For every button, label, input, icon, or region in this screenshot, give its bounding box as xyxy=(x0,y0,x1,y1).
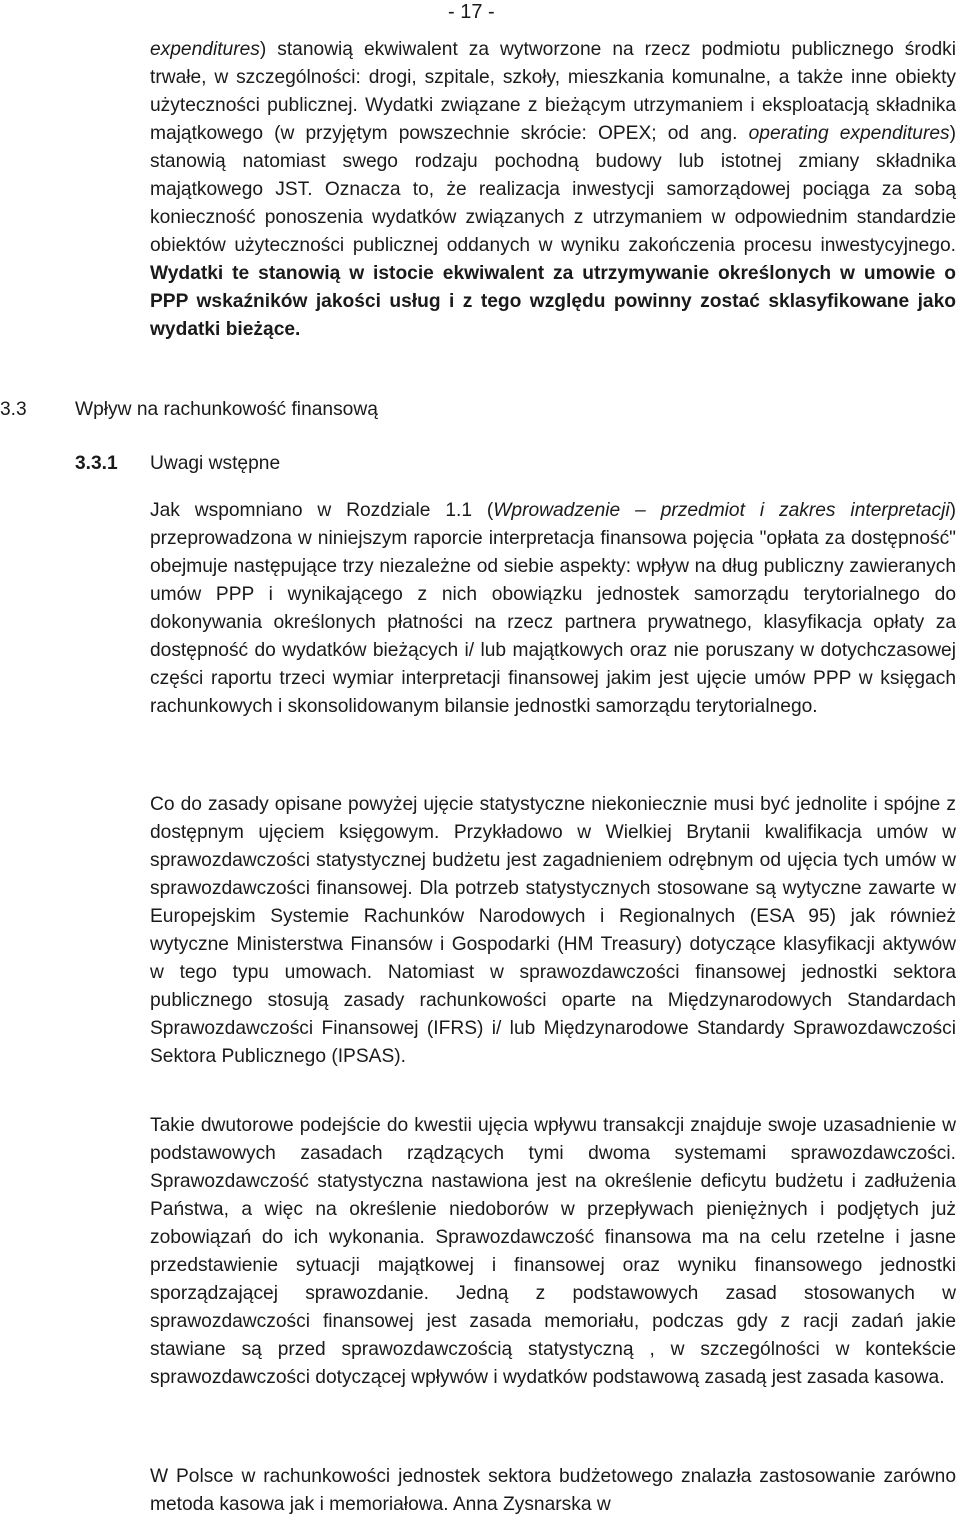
section-title: Wpływ na rachunkowość finansową xyxy=(75,399,378,420)
subsection-title: Uwagi wstępne xyxy=(150,453,281,474)
paragraph-opex-text-1: ) stanowią ekwiwalent za wytworzone na rzecz podmiotu publicznego środki trwałe, w szczególności: drogi, szpitale, szkoły, mieszkania komunalne, a także inne obiekty użyteczności publicznej. Wydatki związane z bieżącym utrzymaniem i eksploatacją składnika majątkowego (w przyjętym powszechnie skrócie: OPEX; od ang. xyxy=(150,39,956,144)
paragraph-intro xyxy=(150,497,956,721)
chapter-reference: Wprowadzenie – przedmiot i zakres interpretacji xyxy=(493,500,950,521)
section-number: 3.3 xyxy=(0,399,27,420)
term-capex-tail: expenditures xyxy=(150,39,260,60)
paragraph-opex xyxy=(150,36,956,344)
term-operating-expenditures: operating expenditures xyxy=(748,123,950,144)
paragraph-dual-approach: Takie dwutorowe podejście do kwestii ujęcia wpływu transakcji znajduje swoje uzasadnienie w podstawowych zasadach rządzących tymi dwoma systemami sprawozdawczości. Sprawozdawczość statystyczna nastawiona jest na określenie deficytu budżetu i zadłużenia Państwa, a więc na określenie niedoborów w przepływach pieniężnych i podjętych już zobowiązań do ich wykonania. Sprawozdawczość finansowa ma na celu rzetelne i jasne przedstawienie sytuacji majątkowej i finansowej oraz wyniku finansowego jednostki sporządzającej sprawozdanie. Jedną z podstawowych zasad stosowanych w sprawozdawczości finansowej jest zasada memoriału, podczas gdy z racji zadań jakie stawiane są przed sprawozdawczością statystyczną , w szczególności w kontekście sprawozdawczości dotyczącej wpływów i wydatków podstawową zasadą jest zasada kasowa. xyxy=(150,1115,956,1388)
subsection-heading-3-3-1 xyxy=(75,450,280,478)
paragraph-uk-example: Co do zasady opisane powyżej ujęcie statystyczne niekoniecznie musi być jednolite i spójne z dostępnym ujęciem księgowym. Przykładowo w Wielkiej Brytanii kwalifikacja umów w sprawozdawczości statystycznej budżetu jest zagadnieniem odrębnym od ujęcia tych umów w sprawozdawczości finansowej. Dla potrzeb statystycznych stosowane są wytyczne zawarte w Europejskim Systemie Rachunków Narodowych i Regionalnych (ESA 95) jak również wytyczne Ministerstwa Finansów i Gospodarki (HM Treasury) dotyczące klasyfikacji aktywów w tego typu umowach. Natomiast w sprawozdawczości finansowej jednostki sektora publicznego stosują zasady rachunkowości oparte na Międzynarodowych Standardach Sprawozdawczości Finansowej (IFRS) i/ lub Międzynarodowe Standardy Sprawozdawczości Sektora Publicznego (IPSAS). xyxy=(150,794,956,1067)
paragraph-poland: W Polsce w rachunkowości jednostek sektora budżetowego znalazła zastosowanie zarówno metoda kasowa jak i memoriałowa. Anna Zysnarska w xyxy=(150,1466,956,1515)
section-heading-3-3 xyxy=(0,396,378,424)
page-number: - 17 - xyxy=(448,1,495,23)
paragraph-intro-text-2: ) przeprowadzona w niniejszym raporcie interpretacja finansowa pojęcia "opłata za dostępność" obejmuje następujące trzy niezależne od siebie aspekty: wpływ na dług publiczny zawieranych umów PPP i wynikającego z nich obowiązku jednostek samorządu terytorialnego do dokonywania określonych płatności na rzecz partnera prywatnego, klasyfikacja opłaty za dostępność do wydatków bieżących i/ lub majątkowych oraz nie poruszany w dotychczasowej części raportu trzeci wymiar interpretacji finansowej jakim jest ujęcie umów PPP w księgach rachunkowych i skonsolidowanym bilansie jednostki samorządu terytorialnego. xyxy=(150,500,956,717)
paragraph-opex-text-2: ) stanowią natomiast swego rodzaju pochodną budowy lub istotnej zmiany składnika majątkowego JST. Oznacza to, że realizacja inwestycji samorządowej pociąga za sobą konieczność ponoszenia wydatków związanych z utrzymaniem w odpowiednim standardzie obiektów użyteczności publicznej oddanych w wyniku zakończenia procesu inwestycyjnego. xyxy=(150,123,956,256)
paragraph-intro-text-1: Jak wspomniano w Rozdziale 1.1 ( xyxy=(150,500,494,521)
subsection-number: 3.3.1 xyxy=(75,453,118,474)
paragraph-opex-conclusion: Wydatki te stanowią w istocie ekwiwalent za utrzymywanie określonych w umowie o PPP wskaźników jakości usług i z tego względu powinny zostać sklasyfikowane jako wydatki bieżące. xyxy=(150,263,956,340)
